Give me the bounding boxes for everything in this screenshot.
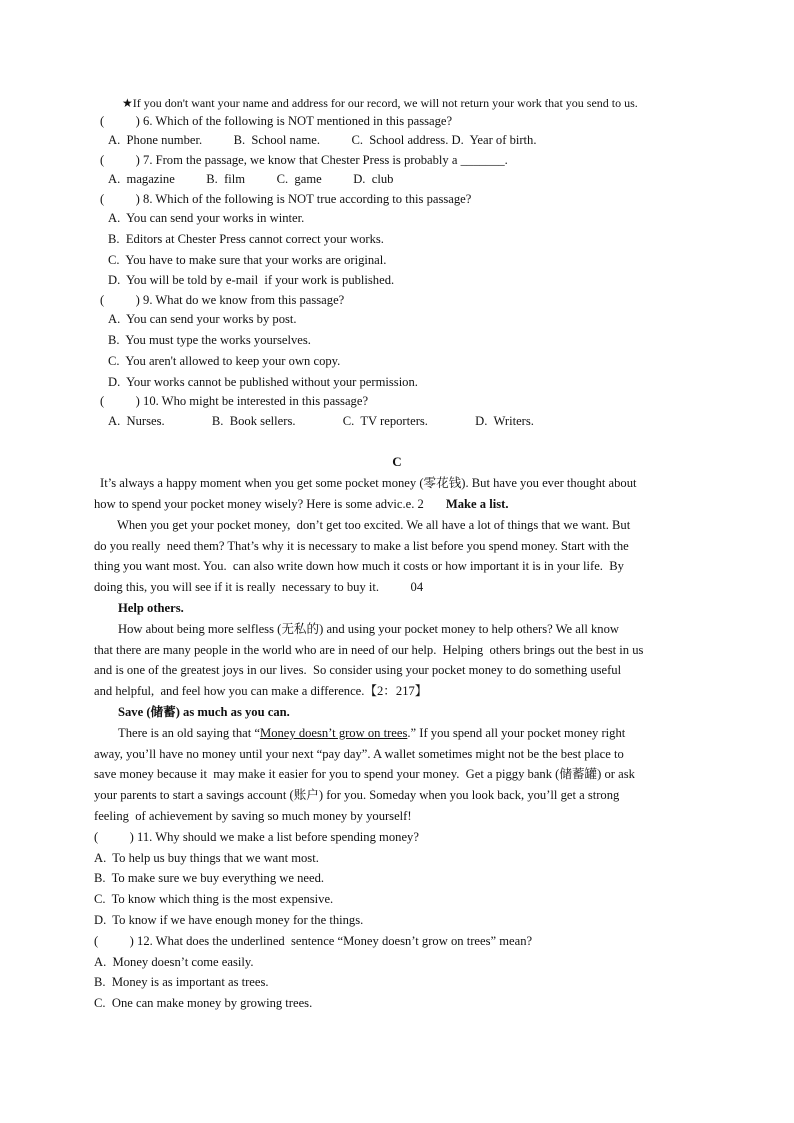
question-11-option-a: A. To help us buy things that we want most. xyxy=(94,851,319,865)
question-8-stem: ( ) 8. Which of the following is NOT true according to this passage? xyxy=(100,192,472,206)
question-9-option-d: D. Your works cannot be published without your permission. xyxy=(108,375,418,389)
question-11-option-c: C. To know which thing is the most expensive. xyxy=(94,892,334,906)
question-10-options: A. Nurses. B. Book sellers. C. TV reporters. D. Writers. xyxy=(108,414,534,428)
passage-p1-line-3: thing you want most. You. can also write down how much it costs or how important it is in your life. By xyxy=(94,559,624,573)
passage-p1-line-4: doing this, you will see if it is really necessary to buy it. 04 xyxy=(94,580,424,594)
passage-p2-line-1: How about being more selfless (无私的) and using your pocket money to help others? We all know xyxy=(118,622,620,636)
passage-intro-line-2: how to spend your pocket money wisely? Here is some advic.e. 2 Make a list. xyxy=(94,497,509,511)
question-11-option-b: B. To make sure we buy everything we need. xyxy=(94,871,325,885)
passage-p3-line-4: your parents to start a savings account (账户) for you. Someday when you look back, you’ll get a strong xyxy=(94,788,620,802)
notice-line: ★If you don't want your name and address for our record, we will not return your work that you send to us. xyxy=(122,96,638,110)
passage-p2-line-3: and is one of the greatest joys in our lives. So consider using your pocket money to do something useful xyxy=(94,663,622,677)
question-9-option-b: B. You must type the works yourselves. xyxy=(108,333,311,347)
passage-p1-line-1: When you get your pocket money, don’t get too excited. We all have a lot of things that we want. But xyxy=(117,518,631,532)
underlined-sentence: Money doesn’t grow on trees xyxy=(260,726,408,740)
passage-p1-line-2: do you really need them? That’s why it is necessary to make a list before you spend money. Start with the xyxy=(94,539,629,553)
question-6-options: A. Phone number. B. School name. C. School address. D. Year of birth. xyxy=(108,133,537,147)
question-12-option-c: C. One can make money by growing trees. xyxy=(94,996,313,1010)
passage-p3-line-1: There is an old saying that “Money doesn’t grow on trees.” If you spend all your pocket money right xyxy=(118,726,626,740)
question-7-stem: ( ) 7. From the passage, we know that Chester Press is probably a _______. xyxy=(100,153,508,167)
question-8-option-b: B. Editors at Chester Press cannot correct your works. xyxy=(108,232,384,246)
question-8-option-d: D. You will be told by e-mail if your work is published. xyxy=(108,273,395,287)
question-9-stem: ( ) 9. What do we know from this passage? xyxy=(100,293,345,307)
question-12-option-b: B. Money is as important as trees. xyxy=(94,975,269,989)
question-9-option-c: C. You aren't allowed to keep your own copy. xyxy=(108,354,341,368)
question-6-stem: ( ) 6. Which of the following is NOT mentioned in this passage? xyxy=(100,114,453,128)
question-7-options: A. magazine B. film C. game D. club xyxy=(108,172,394,186)
passage-p2-line-2: that there are many people in the world who are in need of our help. Helping others brings out the best in us xyxy=(94,643,644,657)
passage-intro-line-1: It’s always a happy moment when you get some pocket money (零花钱). But have you ever thought about xyxy=(100,476,637,490)
subheading-make-a-list: Make a list. xyxy=(445,497,509,511)
section-heading: C xyxy=(392,454,402,469)
question-11-option-d: D. To know if we have enough money for the things. xyxy=(94,913,364,927)
subheading-save: Save (储蓄) as much as you can. xyxy=(118,705,290,719)
question-11-stem: ( ) 11. Why should we make a list before spending money? xyxy=(94,830,419,844)
passage-p3-line-2: away, you’ll have no money until your next “pay day”. A wallet sometimes might not be the best place to xyxy=(94,747,624,761)
passage-p3-line-3: save money because it may make it easier for you to spend your money. Get a piggy bank (储蓄罐) or ask xyxy=(94,767,635,781)
passage-p3-line-5: feeling of achievement by saving so much money by yourself! xyxy=(94,809,412,823)
passage-p2-line-4: and helpful, and feel how you can make a difference.【2：217】 xyxy=(94,684,428,698)
subheading-help-others: Help others. xyxy=(118,601,184,615)
question-12-option-a: A. Money doesn’t come easily. xyxy=(94,955,254,969)
question-12-stem: ( ) 12. What does the underlined sentence “Money doesn’t grow on trees” mean? xyxy=(94,934,533,948)
question-8-option-a: A. You can send your works in winter. xyxy=(108,211,305,225)
question-9-option-a: A. You can send your works by post. xyxy=(108,312,297,326)
question-8-option-c: C. You have to make sure that your works are original. xyxy=(108,253,387,267)
question-10-stem: ( ) 10. Who might be interested in this passage? xyxy=(100,394,369,408)
